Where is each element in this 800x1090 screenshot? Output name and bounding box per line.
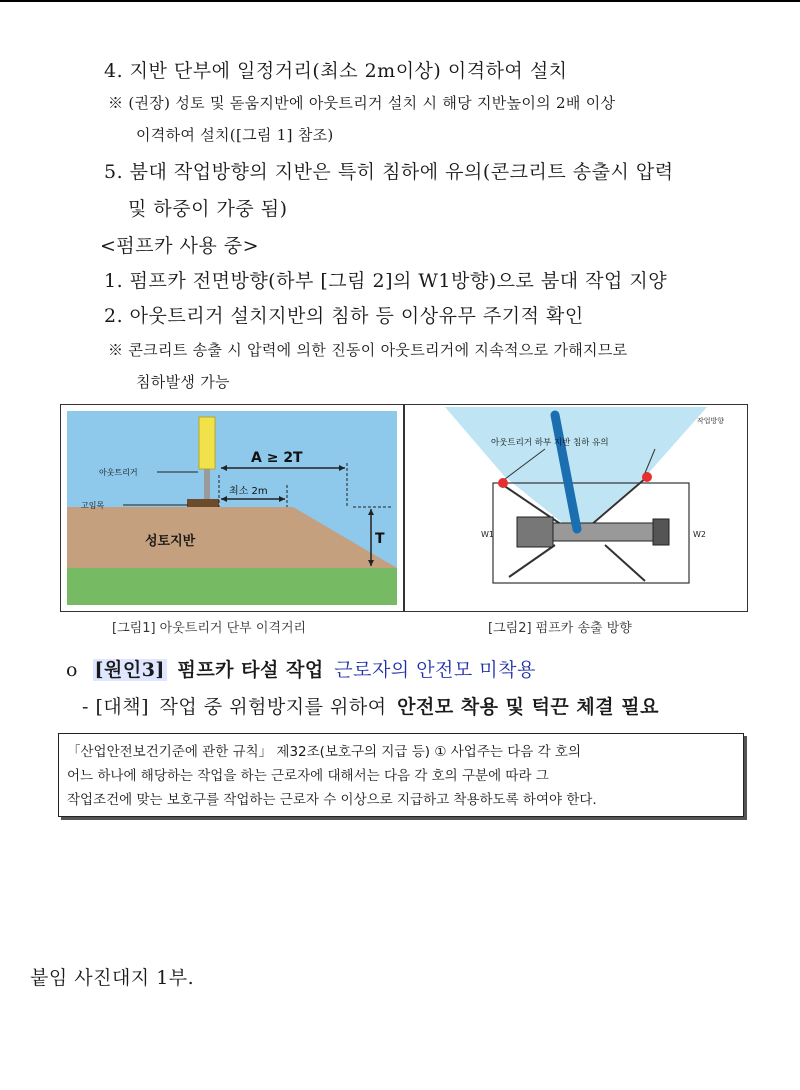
note-1-line-2: 이격하여 설치([그림 1] 참조) [136, 126, 334, 144]
pump-cab [517, 517, 553, 547]
regulation-line-3: 작업조건에 맞는 보호구를 작업하는 근로자 수 이상으로 지급하고 착용하도록 하여야 한다. [67, 792, 597, 808]
grass [67, 568, 397, 605]
attachment-note: 붙임 사진대지 1부. [30, 967, 195, 989]
figure-2-caption: [그림2] 펌프카 송출 방향 [488, 621, 632, 636]
item-5-line-1: 5. 붐대 작업방향의 지반은 특히 침하에 유의(콘크리트 송출시 압력 [104, 161, 674, 183]
measure-line [82, 692, 659, 719]
outrigger-rear-right [605, 545, 645, 581]
outrigger-pad [187, 499, 219, 507]
outrigger-rear-left [509, 545, 555, 577]
top-border [0, 0, 800, 2]
label-ground: 성토지반 [145, 534, 196, 549]
label-min-distance: 최소 2m [229, 486, 268, 497]
figure-1 [60, 404, 404, 612]
label-pad: 고임목 [81, 501, 105, 510]
note-2-line-1: ※ 콘크리트 송출 시 압력에 의한 진동이 아웃트리거에 지속적으로 가해지므로 [108, 341, 628, 359]
item-4: 4. 지반 단부에 일정거리(최소 2m이상) 이격하여 설치 [104, 60, 568, 82]
label-settlement-warning: 아웃트리거 하부 지반 침하 유의 [491, 438, 609, 448]
label-w1: W1 [481, 530, 494, 539]
section-heading: <펌프카 사용 중> [100, 235, 260, 257]
figure-2 [404, 404, 748, 612]
pump-body [553, 523, 653, 541]
regulation-box [58, 733, 744, 817]
outrigger-leg [199, 417, 215, 469]
measure-text-b: 안전모 착용 및 턱끈 체결 필요 [397, 696, 659, 718]
label-outrigger: 아웃트리거 [99, 468, 138, 477]
note-1-line-1: ※ (권장) 성토 및 돋움지반에 아웃트리거 설치 시 해당 지반높이의 2배 이상 [108, 94, 616, 112]
figure-1-diagram [61, 405, 403, 611]
pump-rear [653, 519, 669, 545]
label-w2: W2 [693, 530, 706, 539]
warning-point-right [642, 472, 652, 482]
regulation-line-2: 어느 하나에 해당하는 작업을 하는 근로자에 대해서는 다음 각 호의 구분에 따라 그 [67, 768, 549, 784]
usage-item-2: 2. 아웃트리거 설치지반의 침하 등 이상유무 주기적 확인 [104, 305, 584, 327]
cause-tag: [원인3] [94, 659, 165, 681]
measure-text-a: 작업 중 위험방지를 위하여 [159, 696, 387, 718]
cause-3-line [66, 655, 536, 682]
item-5-line-2: 및 하중이 가중 됨) [128, 198, 288, 220]
usage-item-1: 1. 펌프카 전면방향(하부 [그림 2]의 W1방향)으로 붐대 작업 지양 [104, 270, 668, 292]
figure-2-diagram [405, 405, 747, 611]
cause-highlight: 근로자의 안전모 미착용 [334, 659, 536, 681]
label-formula: A ≥ 2T [251, 450, 303, 466]
label-work-direction: 작업방향 [697, 417, 725, 425]
figure-1-caption: [그림1] 아웃트리거 단부 이격거리 [112, 621, 307, 636]
cause-title: 펌프카 타설 작업 [177, 659, 324, 681]
warning-point-left [498, 478, 508, 488]
note-2-line-2: 침하발생 가능 [136, 373, 230, 391]
cause-bullet: o [66, 659, 78, 681]
measure-prefix: - [대책] [82, 696, 149, 718]
label-t: T [375, 531, 385, 547]
outrigger-rod [204, 469, 210, 499]
regulation-line-1: 「산업안전보건기준에 관한 규칙」 제32조(보호구의 지급 등) ① 사업주는 다음 각 호의 [67, 744, 581, 760]
